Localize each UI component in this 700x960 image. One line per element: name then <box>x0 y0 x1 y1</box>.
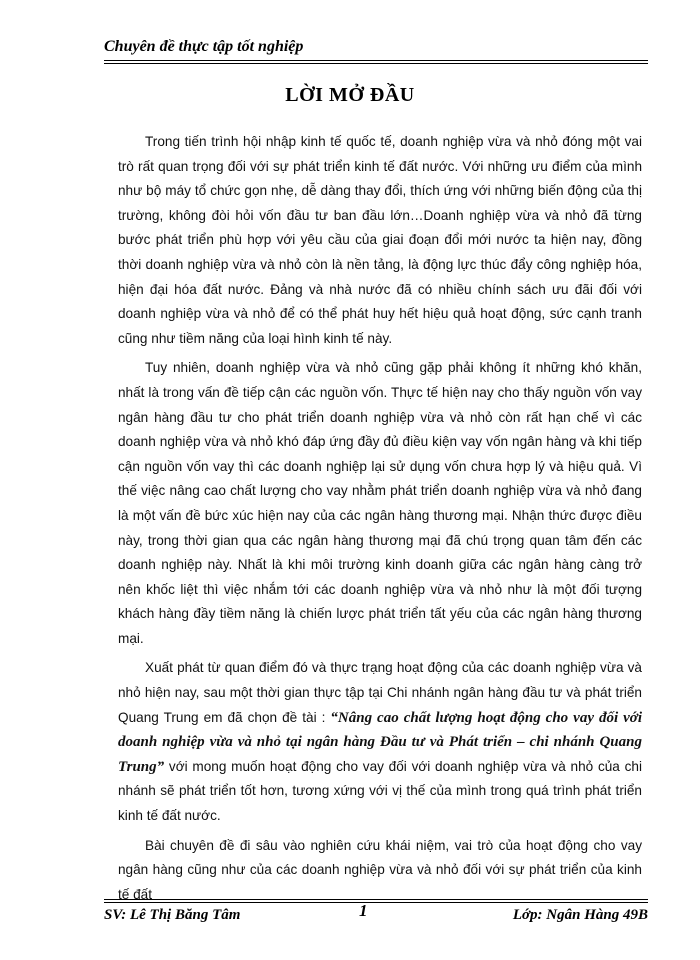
paragraph-3-intro: Xuất phát từ quan điểm đó và thực trạng hoạt động của các doanh nghiệp vừa và nhỏ hiện nay, sau một thời gian thực tập tại Chi nhánh ngân hàng đầu tư và phát triển Quang Trung em đã chọn đề tài : <box>118 660 642 725</box>
page-number: 1 <box>359 901 368 920</box>
page-footer <box>104 899 648 925</box>
paragraph-3-outro: với mong muốn hoạt động cho vay đối với doanh nghiệp vừa và nhỏ của chi nhánh sẽ phát triển tốt hơn, tương xứng với vị thế của mình trong quá trình phát triển kinh tế đất nước. <box>118 758 642 824</box>
paragraph-1: Trong tiến trình hội nhập kinh tế quốc tế, doanh nghiệp vừa và nhỏ đóng một vai trò rất quan trọng đối với sự phát triển kinh tế đất nước. Với những ưu điểm của mình như bộ máy tổ chức gọn nhẹ, dễ dàng thay đổi, thích ứng với những biến động của thị trường, không đòi hỏi vốn đầu tư ban đầu lớn…Doanh nghiệp vừa và nhỏ đã từng bước phát triển phù hợp với yêu cầu của giai đoạn đổi mới nước ta hiện nay, đồng thời doanh nghiệp vừa và nhỏ còn là nền tảng, là động lực thúc đẩy công nghiệp hóa, hiện đại hóa đất nước. Đảng và nhà nước đã có nhiều chính sách ưu đãi đối với doanh nghiệp vừa và nhỏ để có thể phát huy hết hiệu quả hoạt động, sức cạnh tranh cũng như tiềm năng của loại hình kinh tế này. <box>118 134 642 346</box>
page-header <box>104 38 648 64</box>
student-name: SV: Lê Thị Băng Tâm <box>104 907 241 923</box>
paragraph-2: Tuy nhiên, doanh nghiệp vừa và nhỏ cũng gặp phải không ít những khó khăn, nhất là trong vấn đề tiếp cận các nguồn vốn. Thực tế hiện nay cho thấy nguồn vốn vay ngân hàng đầu tư cho phát triển doanh nghiệp vừa và nhỏ còn rất hạn chế vì các doanh nghiệp vừa và nhỏ khó đáp ứng đầy đủ điều kiện vay vốn ngân hàng và khi tiếp cận nguồn vốn vay thì các doanh nghiệp lại sử dụng vốn chưa hợp lý và hiệu quả. Vì thế việc nâng cao chất lượng cho vay nhằm phát triển doanh nghiệp vừa và nhỏ đang là một vấn đề bức xúc hiện nay của các ngân hàng thương mại. Nhận thức được điều này, trong thời gian qua các ngân hàng thương mại đã chú trọng quan tâm đến các doanh nghiệp này. Nhất là khi môi trường kinh doanh giữa các ngân hàng càng trở nên khốc liệt thì việc nhắm tới các doanh nghiệp vừa và nhỏ như là một đối tượng khách hàng đầy tiềm năng là chiến lược phát triển tất yếu của các ngân hàng thương mại. <box>118 360 642 646</box>
paragraph-4: Bài chuyên đề đi sâu vào nghiên cứu khái niệm, vai trò của hoạt động cho vay ngân hàng cũng như của các doanh nghiệp vừa và nhỏ đối với sự phát triển của kinh tế đất <box>118 837 642 902</box>
thesis-topic: “Nâng cao chất lượng hoạt động cho vay đối với doanh nghiệp vừa và nhỏ tại ngân hàng Đầu tư và Phát triển – chi nhánh Quang Trung” <box>118 709 642 775</box>
document-body <box>118 130 642 912</box>
header-title: Chuyên đề thực tập tốt nghiệp <box>104 38 304 55</box>
paragraph-3 <box>118 656 642 828</box>
document-title: LỜI MỞ ĐẦU <box>285 84 415 106</box>
class-name: Lớp: Ngân Hàng 49B <box>512 907 648 923</box>
